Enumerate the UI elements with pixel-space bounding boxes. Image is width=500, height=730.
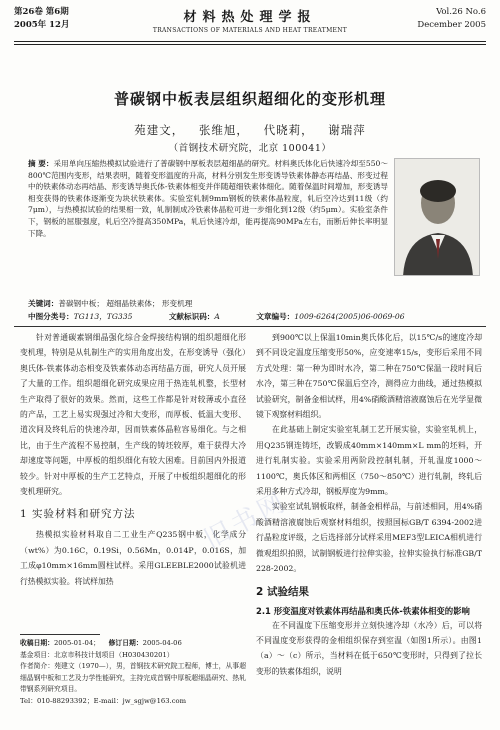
keywords-label: 关键词： bbox=[28, 299, 59, 308]
method-paragraph-1: 到900℃以上保温10min奥氏体化后，以15℃/s的速度冷却到不同设定温度压缩变形50%，应变速率15/s，变形后采用不同方式处理：第一种为即时水冷，第二种在750℃保温一段时间后水冷，第三种在750℃保温后空冷，测得应力曲线，通过热模拟试验研究，制备金相试样，用4%硝酸酒精溶液腐蚀后在光学显微镜下观察材料组织。 bbox=[256, 333, 482, 420]
abstract-separator bbox=[14, 326, 486, 327]
header-center bbox=[14, 6, 486, 34]
header-volume-en: Vol.26 No.6 bbox=[436, 7, 486, 17]
doc-code-value: A bbox=[214, 312, 220, 321]
intro-paragraph: 针对普通碳素钢细晶强化综合金焊接结构钢的组织超细化形变机理，特别是从轧制生产的实用角度出发，在形变诱导（强化）奥氏体-铁素体动态相变及铁素体动态再结晶方面，研究人员开展了大量的工作。组织超细化研究成果应用于热连轧机整，长型材生产取得了很好的效果。然而，这些工作都是针对较薄或小直径的产品，工艺上易实现强过冷和大变形，而厚板、低温大变形、道次间及终轧后的快速冷却，因而铁素体晶粒容易细化。与之相比，由于生产流程不易控制，生产线的铸坯较厚，难于获得大冷却速度等问题，中厚板的组织细化有较大困难。目前国内外报道较少。针对中厚板的生产工艺特点，开展了中板组织超细化的形变机理研究。 bbox=[20, 333, 246, 497]
footnote bbox=[20, 638, 246, 708]
revised-label: 修订日期： bbox=[108, 639, 143, 647]
journal-title-en: TRANSACTIONS OF MATERIALS AND HEAT TREATMENT bbox=[152, 27, 348, 34]
section-2-1-heading: 2.1 形变温度对铁素体再结晶和奥氏体-铁素体相变的影响 bbox=[256, 605, 470, 616]
abstract-text: 采用单向压缩热模拟试验进行了普碳钢中厚板表层超细晶的研究。材料奥氏体化后快速冷却至550～800℃范围内变形，结果表明，随着变形温度的升高，材料分别发生形变诱导铁素体静态再结晶、形变过程中的铁素体动态再结晶、形变诱导奥氏体-铁素体相变并伴随超细铁素体细化。随着保温时间增加，形变诱导相变获得的铁素体逐渐变为块状铁素体。实验室轧制9mm钢板的铁素体晶粒度，轧后空冷达到11级（约7μm），与热模拟试验的结果相一致，轧制制成冷铁素体晶粒可进一步细化到12级（约5μm）。实验室条件下，钢板的屈服强度，轧后空冷提高350MPa，轧后快速冷却，能再提高90MPa左右，而断后伸长率明显下降。 bbox=[28, 159, 388, 238]
article-no-value: 1009-6264(2005)06-0069-06 bbox=[294, 312, 405, 321]
article-authors: 苑建文， 张维旭， 代晓莉， 谢瑞萍 bbox=[134, 123, 366, 137]
section-1-paragraph: 热模拟实验材料取自二工业生产Q235钢中板，化学成分（wt%）为0.16C，0.19Si，0.56Mn，0.014P，0.016S，加工成φ10mm×16mm圆柱试样。采用GLEEBLE2000试验机进行热模拟实验。将试样加热 bbox=[20, 530, 246, 586]
footnote-bio: 作者简介：苑建文（1970—），男，首钢技术研究院工程师，博士，从事超细晶钢中板和工艺及力学性能研究，主持完成首钢中厚板超细晶研究、热轧带钢系列研究项目。 bbox=[20, 662, 246, 694]
doc-code-label: 文献标识码： bbox=[168, 312, 215, 321]
section-2-heading: 2 试验结果 bbox=[256, 585, 309, 598]
header-volume-cn: 第26卷 第6期 bbox=[14, 7, 69, 17]
section-1-heading: 1 实验材料和研究方法 bbox=[20, 508, 136, 521]
classification-line bbox=[28, 311, 480, 323]
header-rule-thin bbox=[14, 44, 486, 45]
article-affiliation: （首钢技术研究院，北京 100041） bbox=[168, 143, 332, 154]
header-date-en: December 2005 bbox=[417, 20, 486, 30]
revised-date: 2005-04-06 bbox=[142, 639, 182, 647]
article-no-label: 文章编号： bbox=[256, 312, 295, 321]
body-column-right bbox=[256, 330, 482, 679]
watermark: 旧书网 bbox=[199, 486, 293, 556]
results-paragraph-1: 在不同温度下压缩变形并立刻快速冷却（水冷）后，可以将不同温度变形获得的金相组织保存到室温（如图1所示）。由图1（a）～（c）所示，当材料在低于650℃变形时，只得到了拉长变形的铁素体组织，说明 bbox=[256, 620, 482, 676]
clc-group bbox=[28, 312, 132, 321]
header-right bbox=[417, 6, 486, 32]
clc-value: TG113，TG335 bbox=[73, 312, 133, 321]
abstract-label: 摘 要： bbox=[28, 159, 54, 168]
method-paragraph-3: 实验室试轧钢板取样，制备金相样品，与前述相同，用4%硝酸酒精溶液腐蚀后观察材料组织，按照国标GB/T 6394-2002进行晶粒度评级，之后选择部分试样采用MEF3型LEICA相机进行微观组织拍照，试制钢板进行拉伸实验，拉伸实验执行标准GB/T 228-2002。 bbox=[256, 502, 482, 574]
doc-code-group bbox=[169, 312, 220, 321]
journal-title-cn: 材料热处理学报 bbox=[183, 10, 317, 25]
page-header bbox=[14, 6, 486, 46]
clc-label: 中图分类号： bbox=[28, 312, 74, 321]
author-photo bbox=[394, 158, 480, 276]
keywords-text: 普碳钢中板； 超细晶铁素体； 形变机理 bbox=[58, 299, 193, 308]
footnote-dates bbox=[20, 638, 246, 650]
method-paragraph-2: 在此基础上制定实验室轧制工艺开展实验，实验室轧机上，用Q235钢连铸坯，改锻成40mm×140mm×L mm的坯料，开进行轧制实验。实验采用两阶段控制轧制，开轧温度1000～1100℃，奥氏体区和两相区（750～850℃）进行轧制，终轧后采用多种方式冷却，钢板厚度为9mm。 bbox=[256, 425, 482, 497]
keywords-line bbox=[28, 298, 480, 310]
received-label: 收稿日期： bbox=[20, 639, 54, 647]
abstract bbox=[28, 158, 388, 239]
footnote-fund: 基金项目：北京市科技计划项目（H030430201） bbox=[20, 650, 174, 659]
author-portrait-image bbox=[395, 159, 480, 276]
header-rule bbox=[14, 41, 486, 42]
article-no-group bbox=[256, 312, 404, 321]
article-title: 普碳钢中板表层组织超细化的变形机理 bbox=[113, 90, 386, 108]
received-date: 2005-01-04； bbox=[53, 639, 100, 647]
header-date-cn: 2005年 12月 bbox=[14, 20, 70, 30]
footnote-contact: Tel：010-88293392；E-mail：jw_sgjw@163.com bbox=[20, 696, 187, 705]
footnote-rule bbox=[20, 634, 100, 635]
